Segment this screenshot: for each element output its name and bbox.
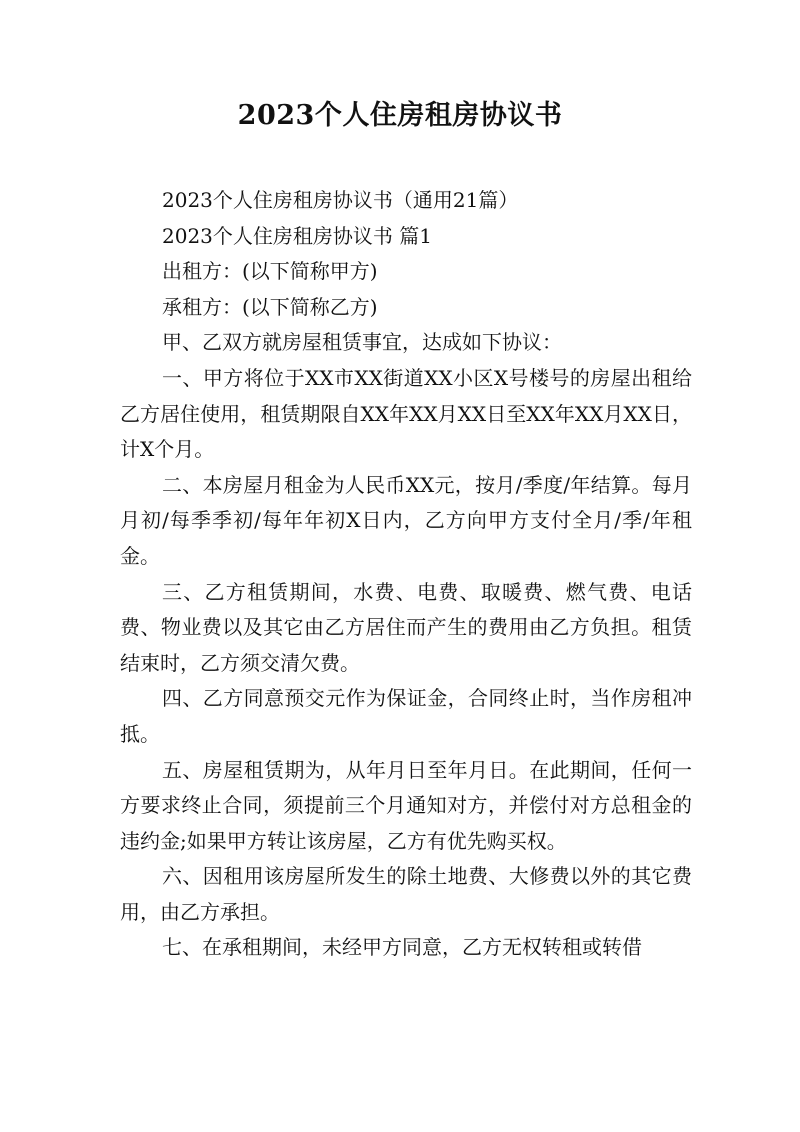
paragraph-lessee: 承租方：(以下简称乙方) — [162, 294, 378, 319]
paragraph-clause-2: 二、本房屋月租金为人民币XX元，按月/季度/年结算。每月月初/每季季初/每年年初X日内，乙方向甲方支付全月/季/年租金。 — [120, 472, 692, 568]
document-title: 2023个人住房租房协议书 — [237, 100, 563, 131]
paragraph-lessor: 出租方：(以下简称甲方) — [162, 259, 378, 284]
paragraph-clause-4: 四、乙方同意预交元作为保证金，合同终止时，当作房租冲抵。 — [120, 686, 692, 746]
paragraph-clause-1: 一、甲方将位于XX市XX街道XX小区X号楼号的房屋出租给乙方居住使用，租赁期限自XX年XX月XX日至XX年XX月XX日，计X个月。 — [120, 365, 692, 462]
paragraph-subtitle: 2023个人住房租房协议书（通用21篇） — [162, 188, 519, 212]
paragraph-clause-5: 五、房屋租赁期为，从年月日至年月日。在此期间，任何一方要求终止合同，须提前三个月通知对方，并偿付对方总租金的违约金;如果甲方转让该房屋，乙方有优先购买权。 — [120, 757, 692, 853]
paragraph-intro: 甲、乙双方就房屋租赁事宜，达成如下协议： — [162, 330, 562, 355]
paragraph-clause-7: 七、在承租期间，未经甲方同意，乙方无权转租或转借 — [162, 935, 642, 960]
paragraph-clause-3: 三、乙方租赁期间，水费、电费、取暖费、燃气费、电话费、物业费以及其它由乙方居住而产生的费用由乙方负担。租赁结束时，乙方须交清欠费。 — [120, 579, 692, 675]
paragraph-clause-6: 六、因租用该房屋所发生的除土地费、大修费以外的其它费用，由乙方承担。 — [120, 864, 692, 924]
paragraph-section-heading: 2023个人住房租房协议书 篇1 — [162, 223, 432, 248]
document-body — [120, 183, 692, 966]
